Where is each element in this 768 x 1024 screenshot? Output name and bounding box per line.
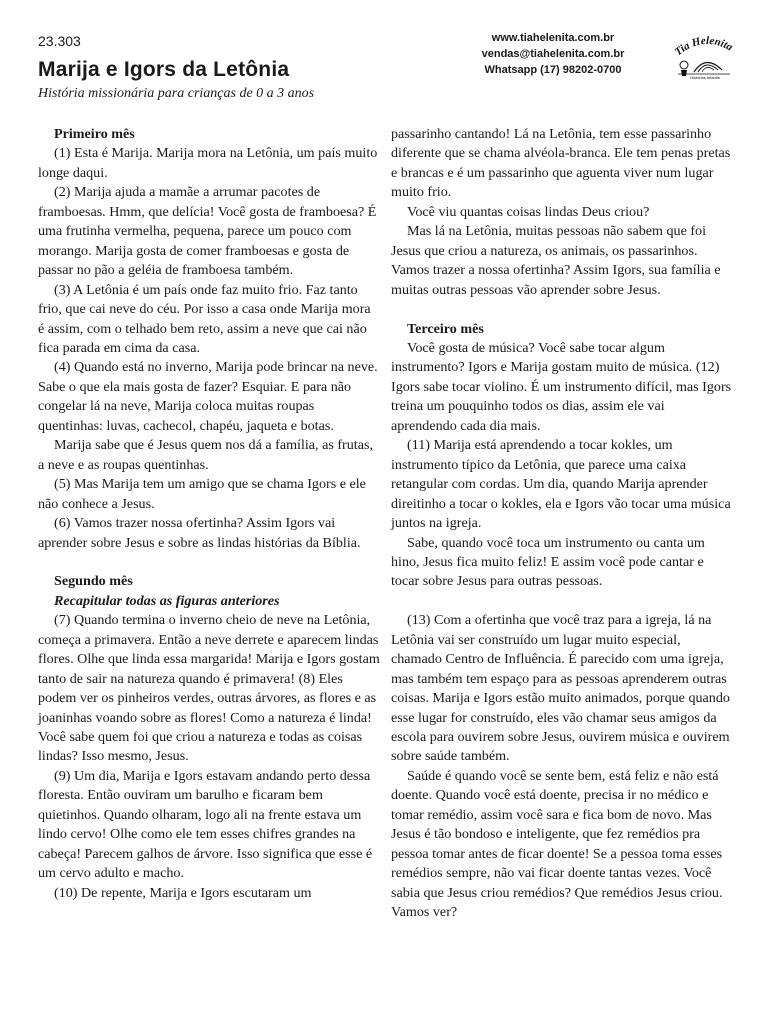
right-column [391, 125, 733, 923]
paragraph: (3) A Letônia é um país onde faz muito frio. Faz tanto frio, que cai neve do céu. Por isso a casa onde Marija mora é assim, com o telhado bem reto, assim a neve que cai não fica parada em cima da casa. [38, 281, 371, 356]
section-heading-month-3: Terceiro mês [407, 320, 484, 337]
website-link[interactable]: www.tiahelenita.com.br [491, 32, 615, 44]
paragraph: (6) Vamos trazer nossa ofertinha? Assim Igors vai aprender sobre Jesus e sobre as lindas histórias da Bíblia. [38, 515, 361, 551]
paragraph: Você viu quantas coisas lindas Deus criou? [407, 203, 650, 220]
section-heading-month-1: Primeiro mês [54, 126, 135, 142]
section-heading-month-2: Segundo mês [54, 573, 133, 590]
paragraph: Mas lá na Letônia, muitas pessoas não sabem que foi Jesus que criou a natureza, os animais, os passarinhos. Vamos trazer a nossa ofertinha? Assim Igors, sua família e muitas outras pessoas vão aprender sobre Jesus. [391, 223, 721, 298]
svg-text:Tia Helenita [673, 35, 736, 58]
paragraph: (13) Com a ofertinha que você traz para a igreja, lá na Letônia vai ser construído um lugar muito especial, chamado Centro de Influência. É parecido com uma igreja, mas também tem espaço para as pessoas aprenderem outras coisas. Marija e Igors estão muito animados, porque quando esse lugar for construído, eles vão chamar seus amigos da escola para ouvirem sobre Jesus, ouvirem música e ouvirem sobre saúde também. [391, 612, 730, 765]
paragraph: Marija sabe que é Jesus quem nos dá a família, as frutas, a neve e as roupas quentinhas. [38, 437, 373, 473]
paragraph: (11) Marija está aprendendo a tocar kokles, um instrumento típico da Letônia, que parece uma caixa retangular com cordas. Um dia, quando Marija aprender direitinho a tocar o kokles, ela e Igors vão tocar uma música juntos na igreja. [391, 437, 731, 532]
page-subtitle: História missionária para crianças de 0 a 3 anos [38, 86, 315, 101]
paragraph: (1) Esta é Marija. Marija mora na Letônia, um país muito longe daqui. [38, 145, 378, 181]
logo-name: Tia Helenita [672, 34, 735, 59]
left-column [38, 125, 380, 903]
paragraph: Saúde é quando você se sente bem, está feliz e não está doente. Quando você está doente, precisa ir no médico e tomar remédio, assim você sara e fica bom de novo. Mas Jesus é tão bondoso e inteligente, que fez remédios pra pessoa tomar antes de ficar doente! Se a pessoa toma esses remédios sempre, não vai ficar doente tantas vezes. Você sabia que Jesus criou remédios? Que remédios Jesus criou. Vamos ver? [391, 767, 723, 921]
spacer [38, 553, 380, 572]
paragraph: (2) Marija ajuda a mamãe a arrumar pacotes de framboesas. Hmm, que delícia! Você gosta de framboesa? É uma frutinha vermelha, pequena, parece um pouco com morango. Marija gosta de comer framboesas e gosta de passar no pão a geléia de framboesa também. [38, 184, 377, 279]
paragraph: (5) Mas Marija tem um amigo que se chama Igors e ele não conhece a Jesus. [38, 476, 366, 512]
paragraph: (4) Quando está no inverno, Marija pode brincar na neve. Sabe o que ela mais gosta de fazer? Esquiar. E para não congelar lá na neve, Marija coloca muitas roupas quentinhas: luvas, cachecol, chapéu, jaqueta e botas. [38, 359, 378, 434]
paragraph: (10) De repente, Marija e Igors escutaram um [54, 884, 312, 901]
tia-helenita-logo [672, 32, 736, 80]
paragraph: (9) Um dia, Marija e Igors estavam andando perto dessa floresta. Então ouviram um barulho e ficaram bem quietinhos. Quando olharam, logo ali na frente estava um lindo cervo! Olhe como ele tem esses chifres grandes na cabeça! Parecem galhos de árvore. Isso significa que esse é um cervo adulto e macho. [38, 767, 373, 882]
paragraph: (7) Quando termina o inverno cheio de neve na Letônia, começa a primavera. Então a neve derrete e aparecem lindas flores. Olhe que linda essa margarida! Marija e Igors gostam tanto de sair na natureza quando é primavera! (8) Eles podem ver os pinheiros verdes, outras árvores, as flores e as joaninhas voando sobre as flores! Como a natureza é linda! Você sabe quem foi que criou a natureza e todas as coisas lindas? Isso mesmo, Jesus. [38, 612, 380, 765]
spacer [391, 300, 733, 319]
paragraph: Você gosta de música? Você sabe tocar algum instrumento? Igors e Marija gostam muito de música. (12) Igors sabe tocar violino. É um instrumento difícil, mas Igors treina um pouquinho todos os dias, assim ele vai aprendendo cada dia mais. [391, 339, 732, 434]
section-subheading: Recapitular todas as figuras anteriores [54, 592, 280, 609]
page-title: Marija e Igors da Letônia [38, 58, 290, 81]
paragraph: passarinho cantando! Lá na Letônia, tem esse passarinho diferente que se chama alvéola-branca. Ele tem penas pretas e brancas e é um passarinho que aguenta viver num lugar muito frio. [391, 126, 731, 201]
whatsapp-text: Whatsapp (17) 98202-0700 [484, 64, 622, 76]
spacer [391, 592, 733, 611]
email-link[interactable]: vendas@tiahelenita.com.br [481, 48, 625, 60]
doc-number: 23.303 [38, 33, 81, 49]
contact-block [458, 30, 648, 78]
paragraph: Sabe, quando você toca um instrumento ou canta um hino, Jesus fica muito feliz! E assim você pode cantar e tocar sobre Jesus para outras pessoas. [391, 534, 705, 590]
logo-tagline: Histórias Infantis [690, 75, 720, 80]
